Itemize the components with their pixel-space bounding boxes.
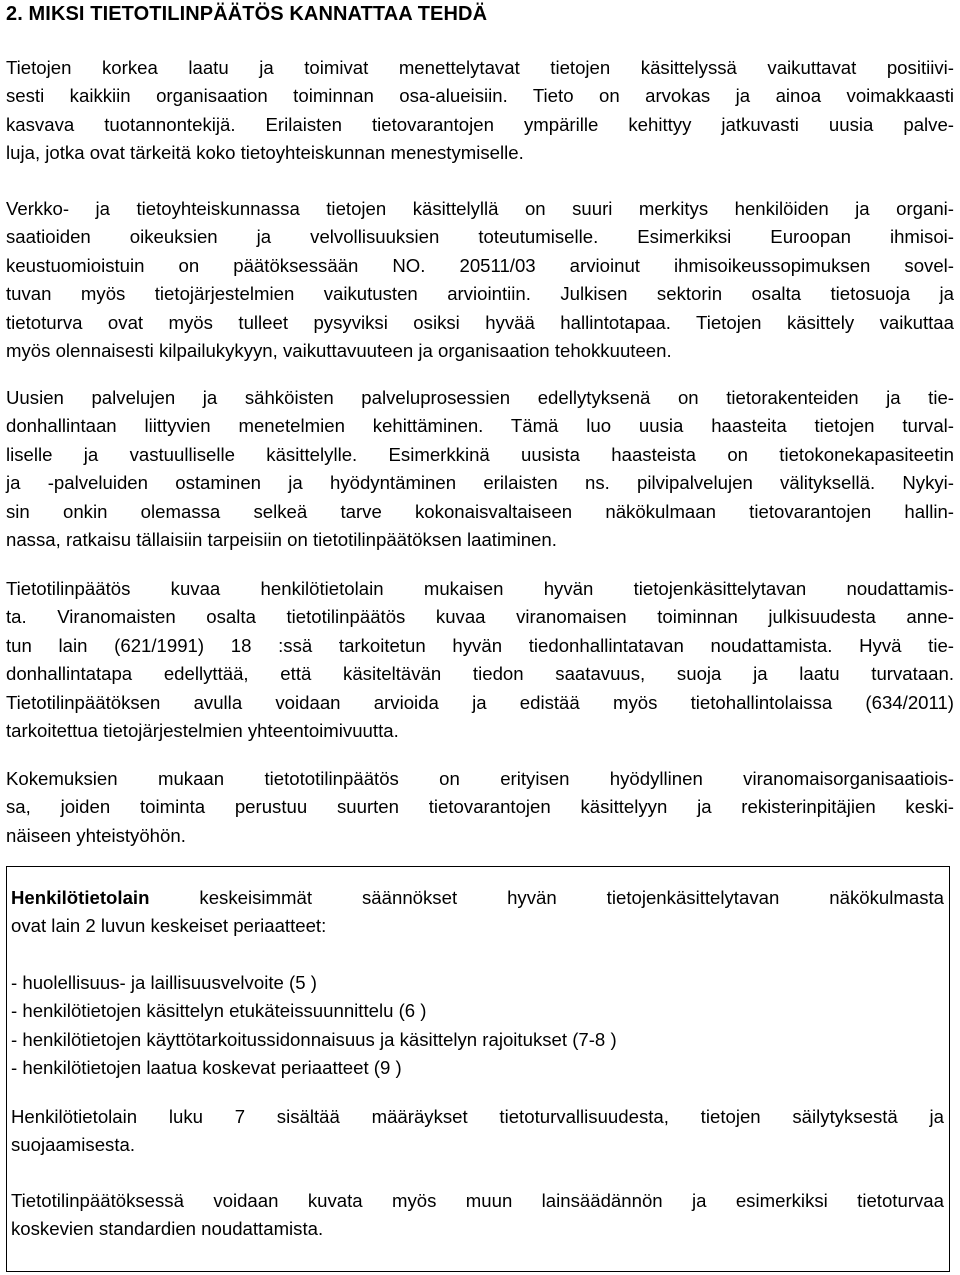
text-line: tun lain (621/1991) 18 :ssä tarkoitetun hyvän tiedonhallintatavan noudattamista. Hyvä tie-	[6, 634, 954, 656]
text-line: nassa, ratkaisu tällaisiin tarpeisiin on tietotilinpäätöksen laatiminen.	[6, 529, 557, 551]
text-line: Tietotilinpäätös kuvaa henkilötietolain mukaisen hyvän tietojenkäsittelytavan noudattamis-	[6, 578, 954, 599]
text-line: keustuomioistuin on päätöksessään NO. 20511/03 arvioinut ihmisoikeussopimuksen sovel-	[6, 254, 954, 276]
text-line: Tietotilinpäätöksessä voidaan kuvata myös muun lainsäädännön ja esimerkiksi tietoturvaa	[11, 1190, 944, 1211]
text-line: liselle ja vastuulliselle käsittelylle. Esimerkkinä uusista haasteista on tietokonekapasiteetin	[6, 443, 954, 465]
text-line: sin onkin olemassa selkeä tarve kokonaisvaltaiseen näkökulmaan tietovarantojen hallin-	[6, 500, 954, 522]
paragraph-4	[6, 575, 954, 745]
section-heading: 2. MIKSI TIETOTILINPÄÄTÖS KANNATTAA TEHDÄ	[6, 3, 488, 25]
text-line: Uusien palvelujen ja sähköisten palveluprosessien edellytyksenä on tietorakenteiden ja tie-	[6, 387, 954, 408]
paragraph-5	[6, 765, 954, 850]
text-line: kasvava tuotannontekijä. Erilaisten tietovarantojen ympärille kehittyy jatkuvasti uusia palve-	[6, 113, 954, 135]
box-paragraph-luku7	[11, 1103, 944, 1160]
principles-list	[11, 969, 944, 1083]
text-line: näiseen yhteistyöhön.	[6, 824, 186, 846]
list-item: - henkilötietojen käyttötarkoitussidonnaisuus ja käsittelyn rajoitukset (7-8 )	[11, 1028, 617, 1050]
text-line: Tietotilinpäätöksen avulla voidaan arvioida ja edistää myös tietohallintolaissa (634/2011)	[6, 691, 954, 713]
text-line: donhallintaan liittyvien menetelmien kehittäminen. Tämä luo uusia haasteita tietojen turval-	[6, 415, 954, 437]
text-line: ja -palveluiden ostaminen ja hyödyntäminen erilaisten ns. pilvipalvelujen välityksellä. Nykyi-	[6, 472, 954, 494]
principles-box	[6, 866, 950, 1272]
text-line: Kokemuksien mukaan tietototilinpäätös on erityisen hyödyllinen viranomaisorganisaatiois-	[6, 768, 954, 789]
text-line: suojaamisesta.	[11, 1134, 136, 1156]
paragraph-3	[6, 384, 954, 554]
text-line: koskevien standardien noudattamista.	[11, 1218, 324, 1240]
text-line: saatioiden oikeuksien ja velvollisuuksien toteutumiselle. Esimerkiksi Euroopan ihmisoi-	[6, 226, 954, 248]
paragraph-1	[6, 54, 954, 168]
list-item: - henkilötietojen laatua koskevat periaatteet (9 )	[11, 1057, 402, 1079]
list-item: - henkilötietojen käsittelyn etukäteissuunnittelu (6 )	[11, 1000, 427, 1022]
law-name: Henkilötietolain	[11, 887, 150, 908]
list-item: - huolellisuus- ja laillisuusvelvoite (5 )	[11, 972, 317, 993]
text-line: sesti kaikkiin organisaation toiminnan osa-alueisiin. Tieto on arvokas ja ainoa voimakkaasti	[6, 85, 954, 107]
text-line: luja, jotka ovat tärkeitä koko tietoyhteiskunnan menestymiselle.	[6, 142, 524, 164]
text-line: myös olennaisesti kilpailukykyyn, vaikuttavuuteen ja organisaation tehokkuuteen.	[6, 340, 672, 362]
text-line: Henkilötietolain luku 7 sisältää määräykset tietoturvallisuudesta, tietojen säilytyksestä ja	[11, 1106, 944, 1127]
text-line: ta. Viranomaisten osalta tietotilinpäätös kuvaa viranomaisen toiminnan julkisuudesta anne-	[6, 606, 954, 628]
text-line: Verkko- ja tietoyhteiskunnassa tietojen käsittelyllä on suuri merkitys henkilöiden ja organi-	[6, 198, 954, 219]
text-line: tarkoitettua tietojärjestelmien yhteentoimivuutta.	[6, 720, 399, 742]
paragraph-2	[6, 195, 954, 365]
text-line: donhallintatapa edellyttää, että käsiteltävän tiedon saatavuus, suoja ja laatu turvataan.	[6, 663, 954, 685]
text-line	[11, 884, 944, 912]
text-line: ovat lain 2 luvun keskeiset periaatteet:	[11, 915, 327, 937]
box-intro	[11, 884, 944, 941]
text-line: tuvan myös tietojärjestelmien vaikutusten arviointiin. Julkisen sektorin osalta tietosuoja ja	[6, 283, 954, 305]
text-line: tietoturva ovat myös tulleet pysyviksi osiksi hyvää hallintotapaa. Tietojen käsittely vaikuttaa	[6, 311, 954, 333]
text-line: sa, joiden toiminta perustuu suurten tietovarantojen käsittelyyn ja rekisterinpitäjien keski-	[6, 796, 954, 818]
text-line: Tietojen korkea laatu ja toimivat menettelytavat tietojen käsittelyssä vaikuttavat positiivi-	[6, 57, 954, 78]
box-paragraph-last	[11, 1187, 944, 1244]
intro-rest: keskeisimmät säännökset hyvän tietojenkäsittelytavan näkökulmasta	[149, 887, 944, 908]
